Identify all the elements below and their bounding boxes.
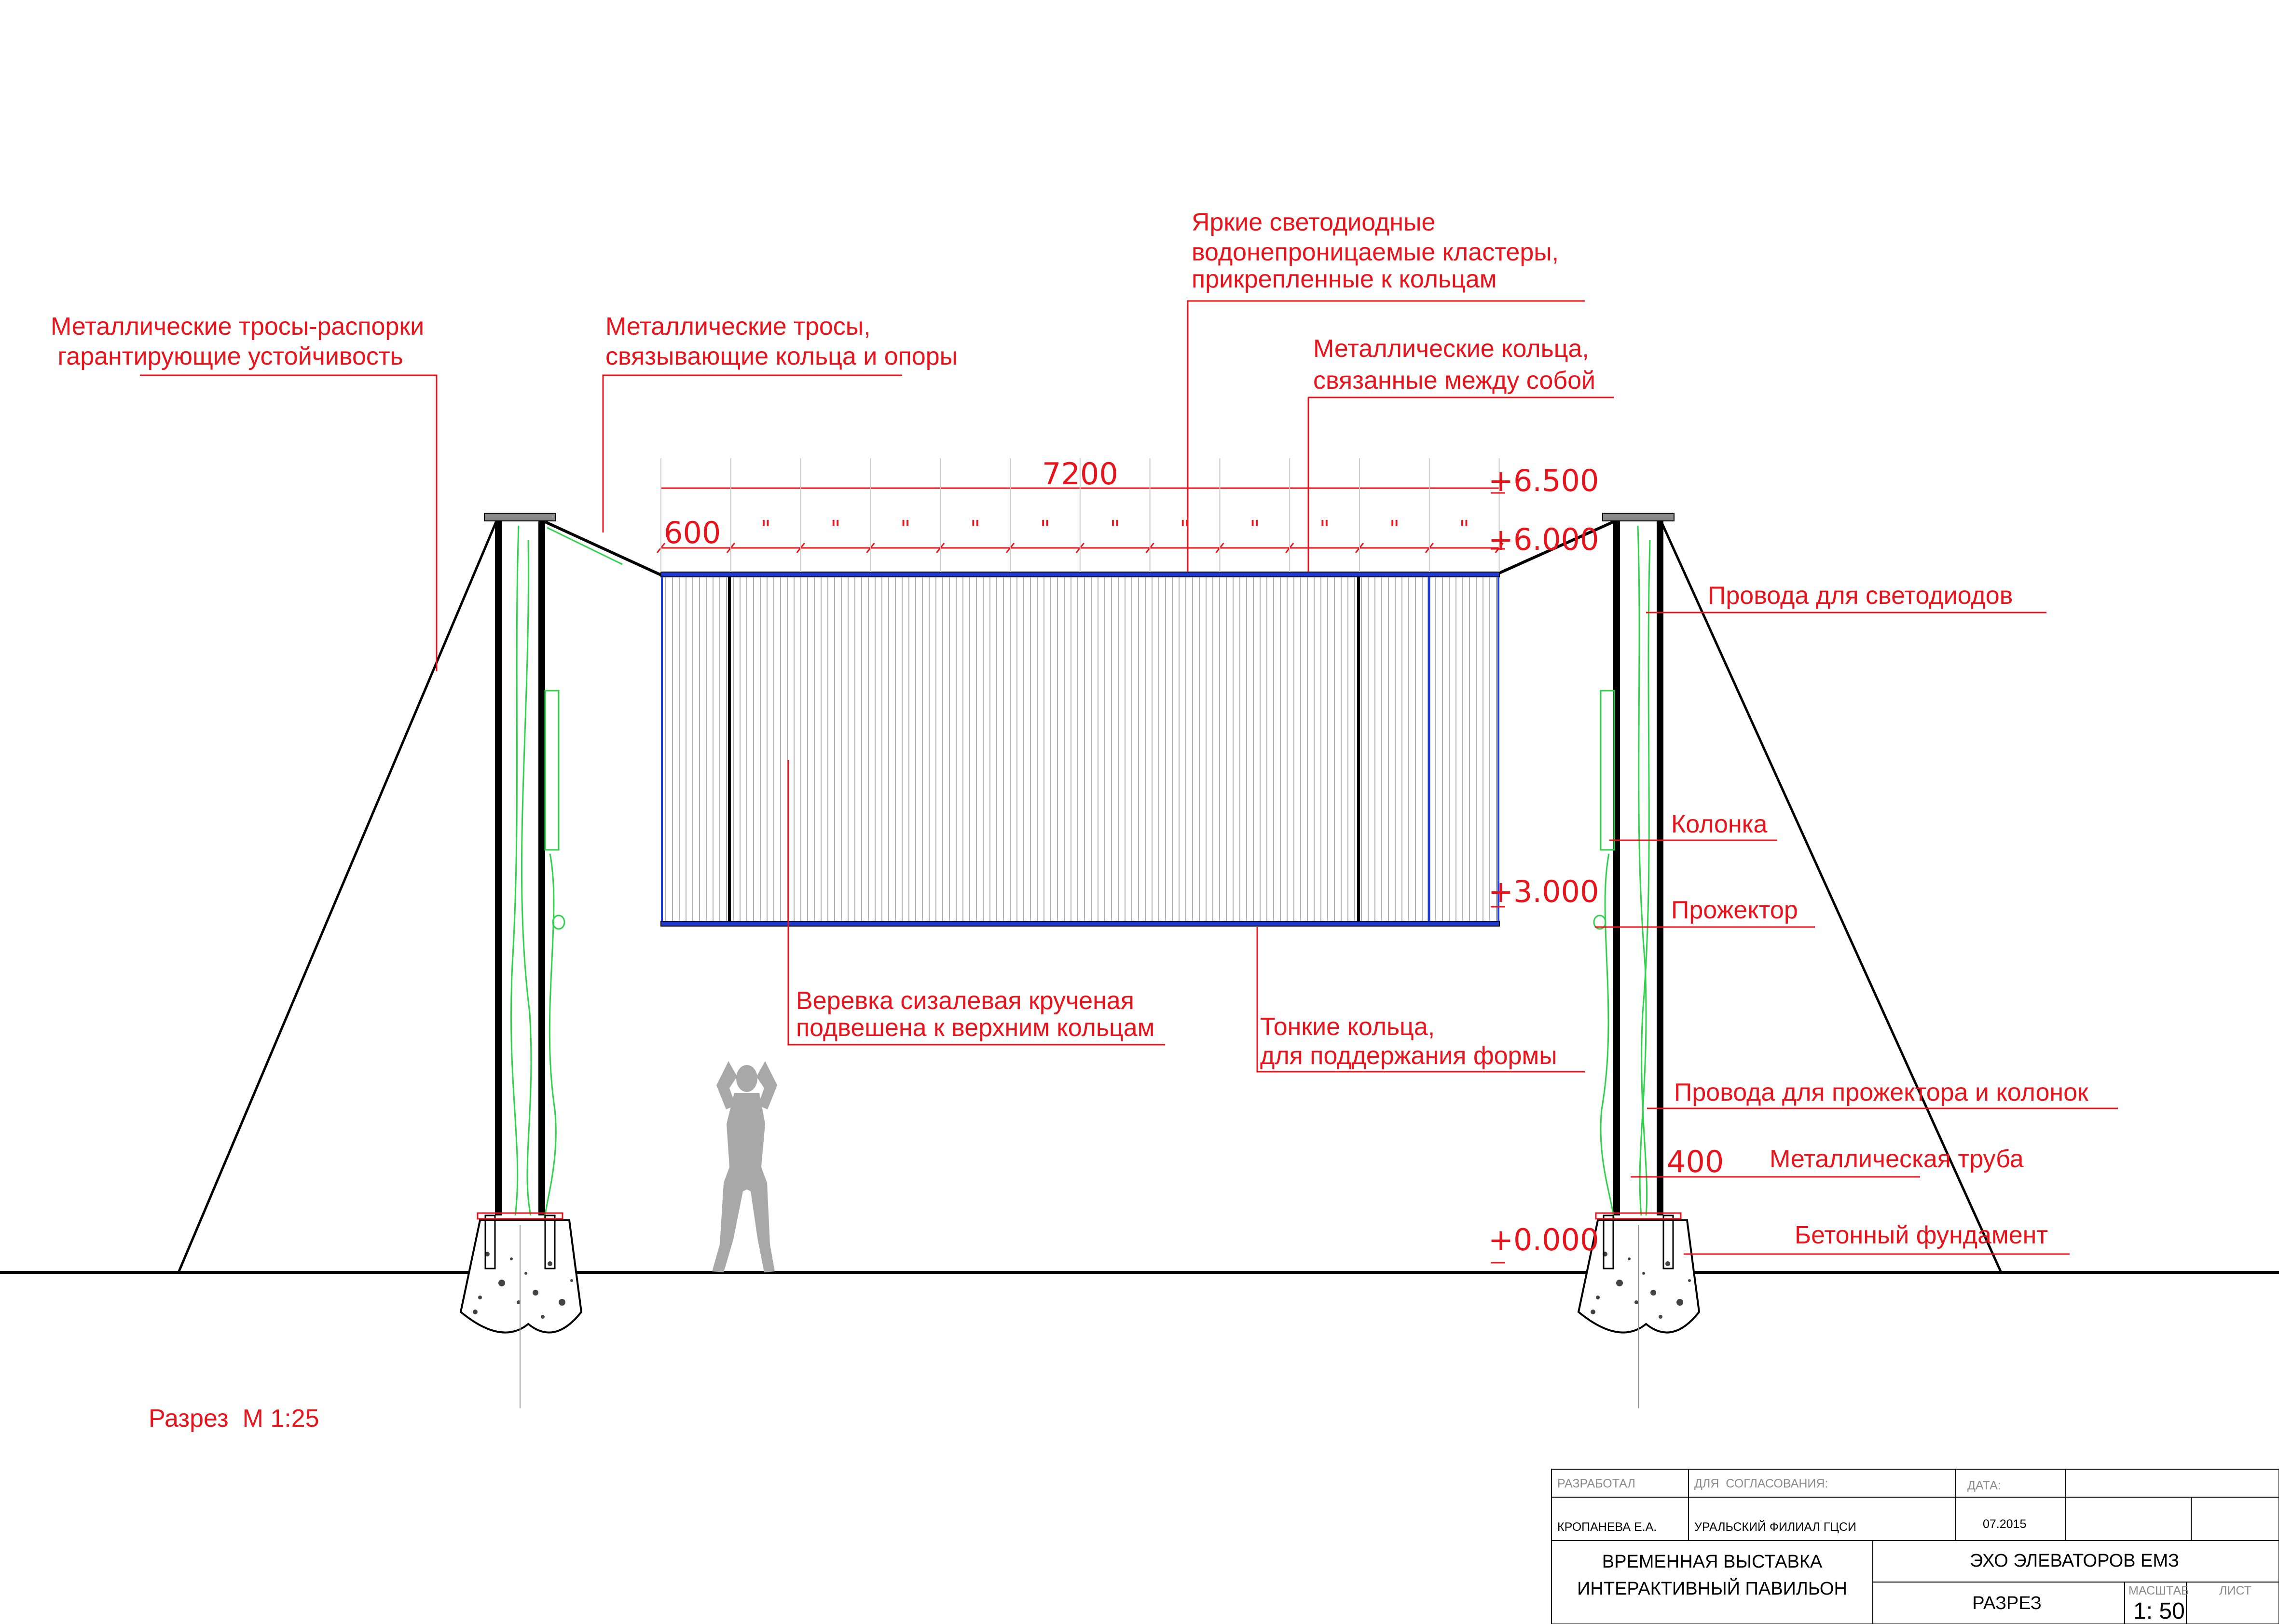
dim-ditto: " [970,516,981,542]
right-wires [1638,526,1646,1215]
label-concrete-foundation: Бетонный фундамент [1795,1221,2048,1249]
dim-ditto: " [1249,516,1260,542]
sisal-rope-lines [666,577,1496,921]
right-pipe-outer [1657,521,1663,1215]
dim-ditto: " [1040,516,1050,542]
section-caption: Разрез М 1:25 [149,1405,319,1433]
label-metal-rings-2: связанные между собой [1313,367,1596,395]
label-metal-pipe: Металлическая труба [1770,1145,2024,1173]
tb-approval-label: ДЛЯ СОГЛАСОВАНИЯ: [1694,1477,1828,1490]
level-top: +6.500 [1488,463,1599,498]
human-figure [712,1061,777,1272]
dim-ditto: " [830,516,841,542]
label-speaker: Колонка [1671,810,1768,838]
tb-author: КРОПАНЕВА Е.А. [1557,1520,1657,1534]
label-projector: Прожектор [1671,896,1798,924]
label-tie-cables: Металлические тросы, [605,313,871,341]
tb-sheet-label: ЛИСТ [2219,1584,2252,1597]
top-ring [661,572,1499,577]
level-bottom: +3.000 [1488,874,1599,909]
dim-ditto: " [1389,516,1400,542]
label-guy-cables: Металлические тросы-распорки [51,313,425,341]
annotations [51,208,2088,1433]
dim-ditto: " [1180,516,1190,542]
label-sisal-rope-2: подвешена к верхним кольцам [796,1014,1155,1042]
dim-pipe-offset: 400 [1667,1144,1724,1179]
dim-ditto: " [900,516,911,542]
label-projector-wires: Провода для прожектора и колонок [1674,1078,2088,1106]
left-support [178,513,661,1408]
tb-project: ЭХО ЭЛЕВАТОРОВ ЕМЗ [1970,1551,2179,1571]
left-speaker [545,691,559,850]
label-led-clusters: Яркие светодиодные [1192,208,1436,236]
left-pipe-outer [538,521,545,1215]
level-ground: +0.000 [1488,1222,1599,1257]
left-guy-cable [178,520,497,1272]
dimension-lines [657,458,1505,1263]
dim-module: 600 [664,515,721,550]
left-tie-cable-green [547,528,622,564]
tb-organization: УРАЛЬСКИЙ ФИЛИАЛ ГЦСИ [1694,1520,1856,1534]
label-led-wires: Провода для светодиодов [1708,582,2013,610]
tb-date-label: ДАТА: [1967,1479,2001,1492]
title-block [1551,1469,2279,1624]
dim-total-width: 7200 [1042,456,1118,491]
label-thin-rings: Тонкие кольца, [1260,1013,1435,1041]
level-rings: +6.000 [1488,522,1599,557]
right-wires-3 [1601,854,1614,1220]
tb-date: 07.2015 [1983,1517,2027,1531]
ring-structure [661,572,1499,926]
label-led-clusters-2: водонепроницаемые кластеры, [1192,238,1559,266]
right-cap-plate [1603,513,1674,521]
label-guy-cables-2: гарантирующие устойчивость [51,342,403,370]
label-sisal-rope: Веревка сизалевая крученая [796,987,1134,1015]
dim-ditto: " [1459,516,1469,542]
bottom-ring [661,921,1499,926]
label-thin-rings-2: для поддержания формы [1260,1042,1557,1070]
tb-scale-label: МАСШТАБ [2128,1584,2189,1597]
right-pipe-inner [1613,521,1620,1215]
left-wires [511,526,519,1215]
label-led-clusters-3: прикрепленные к кольцам [1192,265,1497,293]
right-support [1499,513,2001,1408]
dim-ditto: " [1319,516,1330,542]
tb-title-line1: ВРЕМЕННАЯ ВЫСТАВКА [1602,1552,1823,1572]
left-pipe-inner [495,521,502,1215]
left-wires-3 [544,854,556,1220]
tb-title-line2: ИНТЕРАКТИВНЫЙ ПАВИЛЬОН [1577,1579,1847,1599]
label-tie-cables-2: связывающие кольца и опоры [605,342,958,370]
tb-scale: 1: 50 [2133,1598,2185,1624]
left-wires-2 [522,540,531,1215]
tb-sheet-name: РАЗРЕЗ [1972,1593,2042,1613]
left-cap-plate [484,513,556,521]
left-projector [553,915,564,929]
dim-ditto: " [760,516,771,542]
tb-developed-label: РАЗРАБОТАЛ [1557,1477,1635,1490]
right-wires-2 [1642,540,1650,1215]
leader-lines [140,301,2118,1254]
right-speaker [1601,691,1614,850]
dim-ditto: " [1110,516,1120,542]
left-foundation [461,1220,581,1333]
label-metal-rings: Металлические кольца, [1313,335,1589,363]
